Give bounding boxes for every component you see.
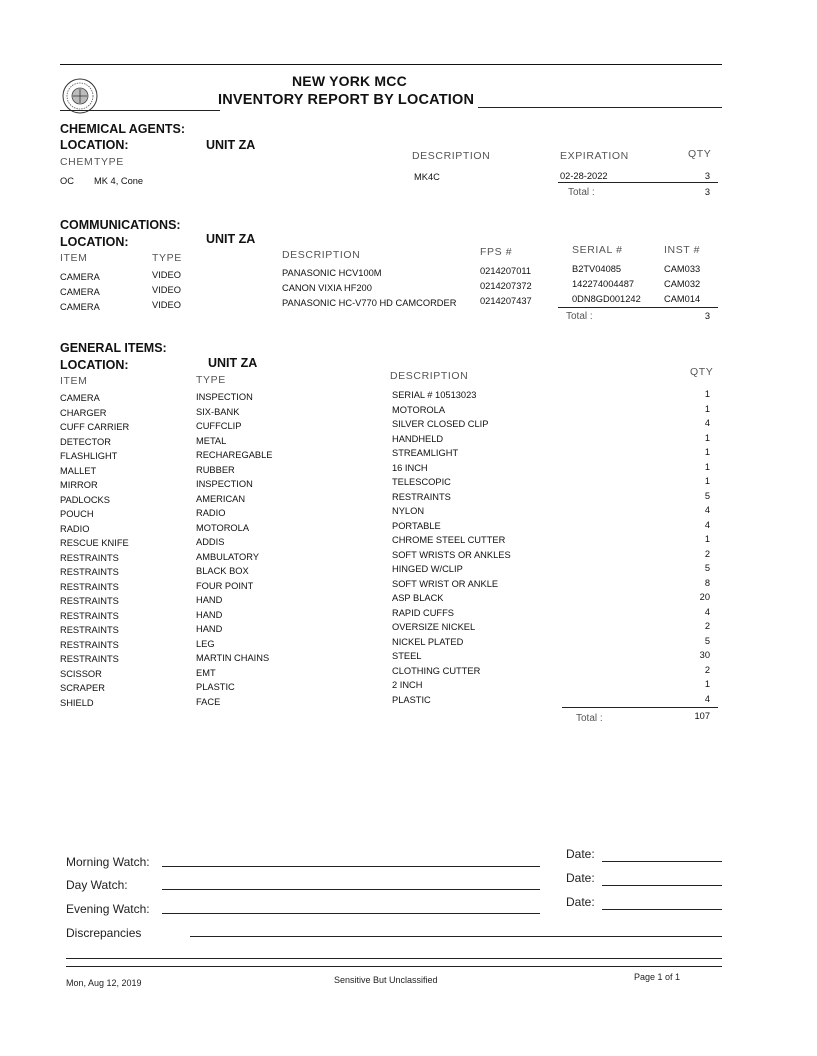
general-cell-qty: 30 (699, 650, 710, 660)
general-cell-description: SILVER CLOSED CLIP (392, 419, 489, 429)
chemical-header-chem: CHEM (60, 156, 94, 168)
morning-watch-label: Morning Watch: (66, 855, 150, 869)
general-cell-type: AMBULATORY (196, 551, 260, 562)
footer-page-number: Page 1 of 1 (634, 972, 681, 982)
general-cell-description: PLASTIC (392, 694, 431, 705)
general-cell-item: SHIELD (60, 697, 94, 708)
general-cell-item: RESTRAINTS (60, 654, 119, 664)
general-cell-description: NICKEL PLATED (392, 636, 464, 647)
communications-total-label: Total : (566, 311, 593, 322)
comm-cell-item: CAMERA (60, 272, 100, 282)
general-cell-description: SOFT WRIST OR ANKLE (392, 578, 499, 589)
report-title-line1: NEW YORK MCC (292, 73, 407, 89)
evening-date-label: Date: (566, 895, 595, 909)
day-watch-signature-line[interactable] (162, 889, 540, 890)
general-cell-description: 16 INCH (392, 462, 428, 473)
general-cell-type: EMT (196, 667, 216, 678)
general-cell-type: SIX-BANK (196, 406, 240, 417)
general-cell-qty: 1 (704, 403, 710, 414)
chemical-cell-qty: 3 (704, 171, 710, 181)
chemical-total-label: Total : (568, 187, 595, 198)
general-cell-item: RESTRAINTS (60, 625, 119, 635)
chemical-total-rule (558, 182, 718, 183)
communications-total-rule (558, 307, 718, 308)
chemical-unit: UNIT ZA (206, 138, 256, 152)
comm-cell-description: CANON VIXIA HF200 (282, 283, 372, 293)
header-bottom-rule-left (60, 110, 220, 111)
day-date-line[interactable] (602, 885, 722, 886)
comm-cell-type: VIDEO (152, 300, 181, 310)
comm-cell-inst: CAM032 (664, 279, 701, 289)
comm-cell-serial: 0DN8GD001242 (572, 294, 641, 304)
day-watch-label: Day Watch: (66, 878, 128, 892)
communications-total-value: 3 (704, 311, 710, 321)
general-cell-type: BLACK BOX (196, 566, 249, 576)
comm-cell-inst: CAM014 (664, 294, 701, 304)
general-cell-type: RUBBER (196, 464, 235, 475)
footer-date: Mon, Aug 12, 2019 (66, 978, 142, 988)
general-cell-qty: 8 (704, 577, 710, 588)
general-cell-type: MOTOROLA (196, 522, 250, 533)
general-cell-qty: 1 (704, 534, 710, 544)
general-cell-qty: 2 (704, 664, 710, 675)
chemical-cell-description: MK4C (414, 172, 440, 182)
general-header-qty: QTY (690, 366, 714, 378)
general-cell-item: SCISSOR (60, 668, 102, 679)
day-date-label: Date: (566, 871, 595, 885)
communications-header-description: DESCRIPTION (282, 249, 361, 261)
general-cell-description: NYLON (392, 506, 425, 516)
general-cell-item: RESTRAINTS (60, 596, 119, 606)
chemical-cell-type: MK 4, Cone (94, 176, 144, 186)
general-cell-item: CAMERA (60, 393, 100, 403)
general-cell-qty: 1 (704, 679, 710, 689)
general-cell-qty: 1 (704, 389, 710, 399)
general-cell-qty: 1 (704, 461, 710, 472)
evening-watch-signature-line[interactable] (162, 913, 540, 914)
general-cell-type: ADDIS (196, 537, 225, 547)
general-cell-qty: 4 (704, 693, 710, 704)
communications-header-fps: FPS # (480, 246, 513, 258)
general-cell-item: CHARGER (60, 407, 107, 418)
chemical-header-qty: QTY (688, 148, 712, 160)
general-cell-item: RESTRAINTS (60, 639, 119, 650)
general-cell-qty: 4 (704, 519, 710, 530)
general-cell-item: RESTRAINTS (60, 581, 119, 592)
general-header-item: ITEM (60, 375, 88, 387)
comm-cell-fps: 0214207437 (480, 296, 532, 306)
communications-unit: UNIT ZA (206, 232, 256, 246)
general-total-value: 107 (694, 711, 710, 721)
general-cell-description: STEEL (392, 651, 422, 661)
general-cell-description: HINGED W/CLIP (392, 564, 463, 574)
general-cell-qty: 4 (704, 505, 710, 515)
general-total-rule (562, 707, 718, 708)
general-cell-item: DETECTOR (60, 436, 111, 447)
general-cell-qty: 20 (699, 592, 710, 602)
evening-date-line[interactable] (602, 909, 722, 910)
chemical-header-description: DESCRIPTION (412, 150, 491, 162)
general-section-title: GENERAL ITEMS: (60, 341, 167, 355)
general-cell-item: RADIO (60, 523, 90, 534)
general-cell-type: METAL (196, 435, 227, 446)
morning-date-line[interactable] (602, 861, 722, 862)
general-cell-description: HANDHELD (392, 433, 444, 444)
comm-cell-item: CAMERA (60, 287, 100, 297)
communications-location-label: LOCATION: (60, 235, 129, 249)
general-cell-type: HAND (196, 595, 223, 605)
general-cell-description: RAPID CUFFS (392, 607, 454, 618)
general-cell-qty: 4 (704, 418, 710, 428)
general-cell-qty: 1 (704, 447, 710, 457)
report-title-line2: INVENTORY REPORT BY LOCATION (218, 92, 475, 108)
general-cell-type: FACE (196, 696, 221, 707)
general-cell-item: MALLET (60, 465, 97, 476)
general-cell-description: OVERSIZE NICKEL (392, 622, 476, 632)
header-top-rule (60, 64, 722, 65)
general-cell-qty: 2 (704, 621, 710, 631)
general-cell-description: CHROME STEEL CUTTER (392, 535, 506, 545)
general-cell-qty: 1 (704, 432, 710, 443)
communications-header-item: ITEM (60, 252, 88, 264)
general-cell-description: PORTABLE (392, 520, 441, 531)
general-cell-type: LEG (196, 638, 215, 649)
general-cell-qty: 2 (704, 548, 710, 559)
comm-cell-fps: 0214207011 (480, 266, 532, 276)
general-cell-qty: 5 (704, 490, 710, 501)
general-cell-item: CUFF CARRIER (60, 422, 130, 432)
general-cell-item: RESCUE KNIFE (60, 538, 129, 548)
general-cell-type: CUFFCLIP (196, 421, 242, 431)
comm-cell-type: VIDEO (152, 285, 181, 295)
chemical-location-label: LOCATION: (60, 138, 129, 152)
general-cell-item: RESTRAINTS (60, 610, 119, 621)
general-cell-item: RESTRAINTS (60, 567, 119, 577)
general-cell-qty: 4 (704, 606, 710, 617)
general-cell-type: PLASTIC (196, 682, 235, 692)
general-cell-description: TELESCOPIC (392, 477, 451, 487)
discrepancies-line[interactable] (190, 936, 722, 937)
communications-header-type: TYPE (152, 252, 182, 264)
general-cell-description: ASP BLACK (392, 593, 444, 603)
chemical-cell-expiration: 02-28-2022 (560, 171, 608, 181)
comm-cell-inst: CAM033 (664, 264, 701, 274)
general-cell-type: HAND (196, 609, 223, 620)
chemical-section-title: CHEMICAL AGENTS: (60, 122, 185, 136)
general-cell-item: PADLOCKS (60, 494, 110, 505)
general-cell-description: CLOTHING CUTTER (392, 665, 481, 676)
general-cell-item: MIRROR (60, 480, 98, 490)
comm-cell-serial: B2TV04085 (572, 264, 622, 274)
morning-date-label: Date: (566, 847, 595, 861)
comm-cell-fps: 0214207372 (480, 281, 532, 291)
general-cell-description: STREAMLIGHT (392, 448, 459, 458)
footer-classification: Sensitive But Unclassified (334, 975, 438, 985)
general-cell-type: MARTIN CHAINS (196, 653, 270, 663)
comm-cell-description: PANASONIC HC-V770 HD CAMCORDER (282, 298, 457, 308)
discrepancies-label: Discrepancies (66, 926, 142, 940)
comm-cell-item: CAMERA (60, 302, 100, 312)
comm-cell-description: PANASONIC HCV100M (282, 268, 382, 278)
general-unit: UNIT ZA (208, 356, 258, 370)
general-cell-type: RECHAREGABLE (196, 450, 273, 460)
general-cell-item: RESTRAINTS (60, 552, 119, 563)
morning-watch-signature-line[interactable] (162, 866, 540, 867)
general-cell-qty: 1 (704, 476, 710, 486)
footer-rule-upper (66, 958, 722, 959)
comm-cell-serial: 142274004487 (572, 279, 635, 289)
seal-logo (62, 78, 98, 114)
chemical-header-expiration: EXPIRATION (560, 150, 629, 162)
evening-watch-label: Evening Watch: (66, 902, 150, 916)
general-cell-type: FOUR POINT (196, 580, 254, 591)
general-cell-description: MOTOROLA (392, 404, 446, 415)
general-cell-description: RESTRAINTS (392, 491, 451, 502)
general-cell-type: HAND (196, 624, 223, 634)
general-total-label: Total : (576, 713, 603, 724)
general-cell-type: AMERICAN (196, 493, 246, 504)
footer-rule (66, 966, 722, 967)
general-cell-item: POUCH (60, 509, 94, 519)
general-cell-description: 2 INCH (392, 680, 423, 690)
header-bottom-rule-right (478, 107, 722, 108)
comm-cell-type: VIDEO (152, 270, 181, 280)
general-cell-qty: 5 (704, 635, 710, 646)
general-cell-qty: 5 (704, 563, 710, 573)
chemical-header-type: TYPE (94, 156, 124, 168)
general-header-type: TYPE (196, 374, 226, 386)
general-cell-description: SOFT WRISTS OR ANKLES (392, 549, 511, 560)
general-cell-type: INSPECTION (196, 479, 253, 489)
communications-section-title: COMMUNICATIONS: (60, 218, 181, 232)
general-location-label: LOCATION: (60, 358, 129, 372)
general-cell-item: FLASHLIGHT (60, 451, 118, 461)
general-cell-type: INSPECTION (196, 392, 253, 402)
general-cell-item: SCRAPER (60, 683, 105, 693)
communications-header-serial: SERIAL # (572, 244, 623, 256)
chemical-total-value: 3 (704, 187, 710, 197)
general-cell-type: RADIO (196, 508, 226, 518)
communications-header-inst: INST # (664, 244, 701, 256)
general-cell-description: SERIAL # 10513023 (392, 390, 477, 400)
general-header-description: DESCRIPTION (390, 370, 469, 382)
chemical-cell-chem: OC (60, 176, 74, 186)
